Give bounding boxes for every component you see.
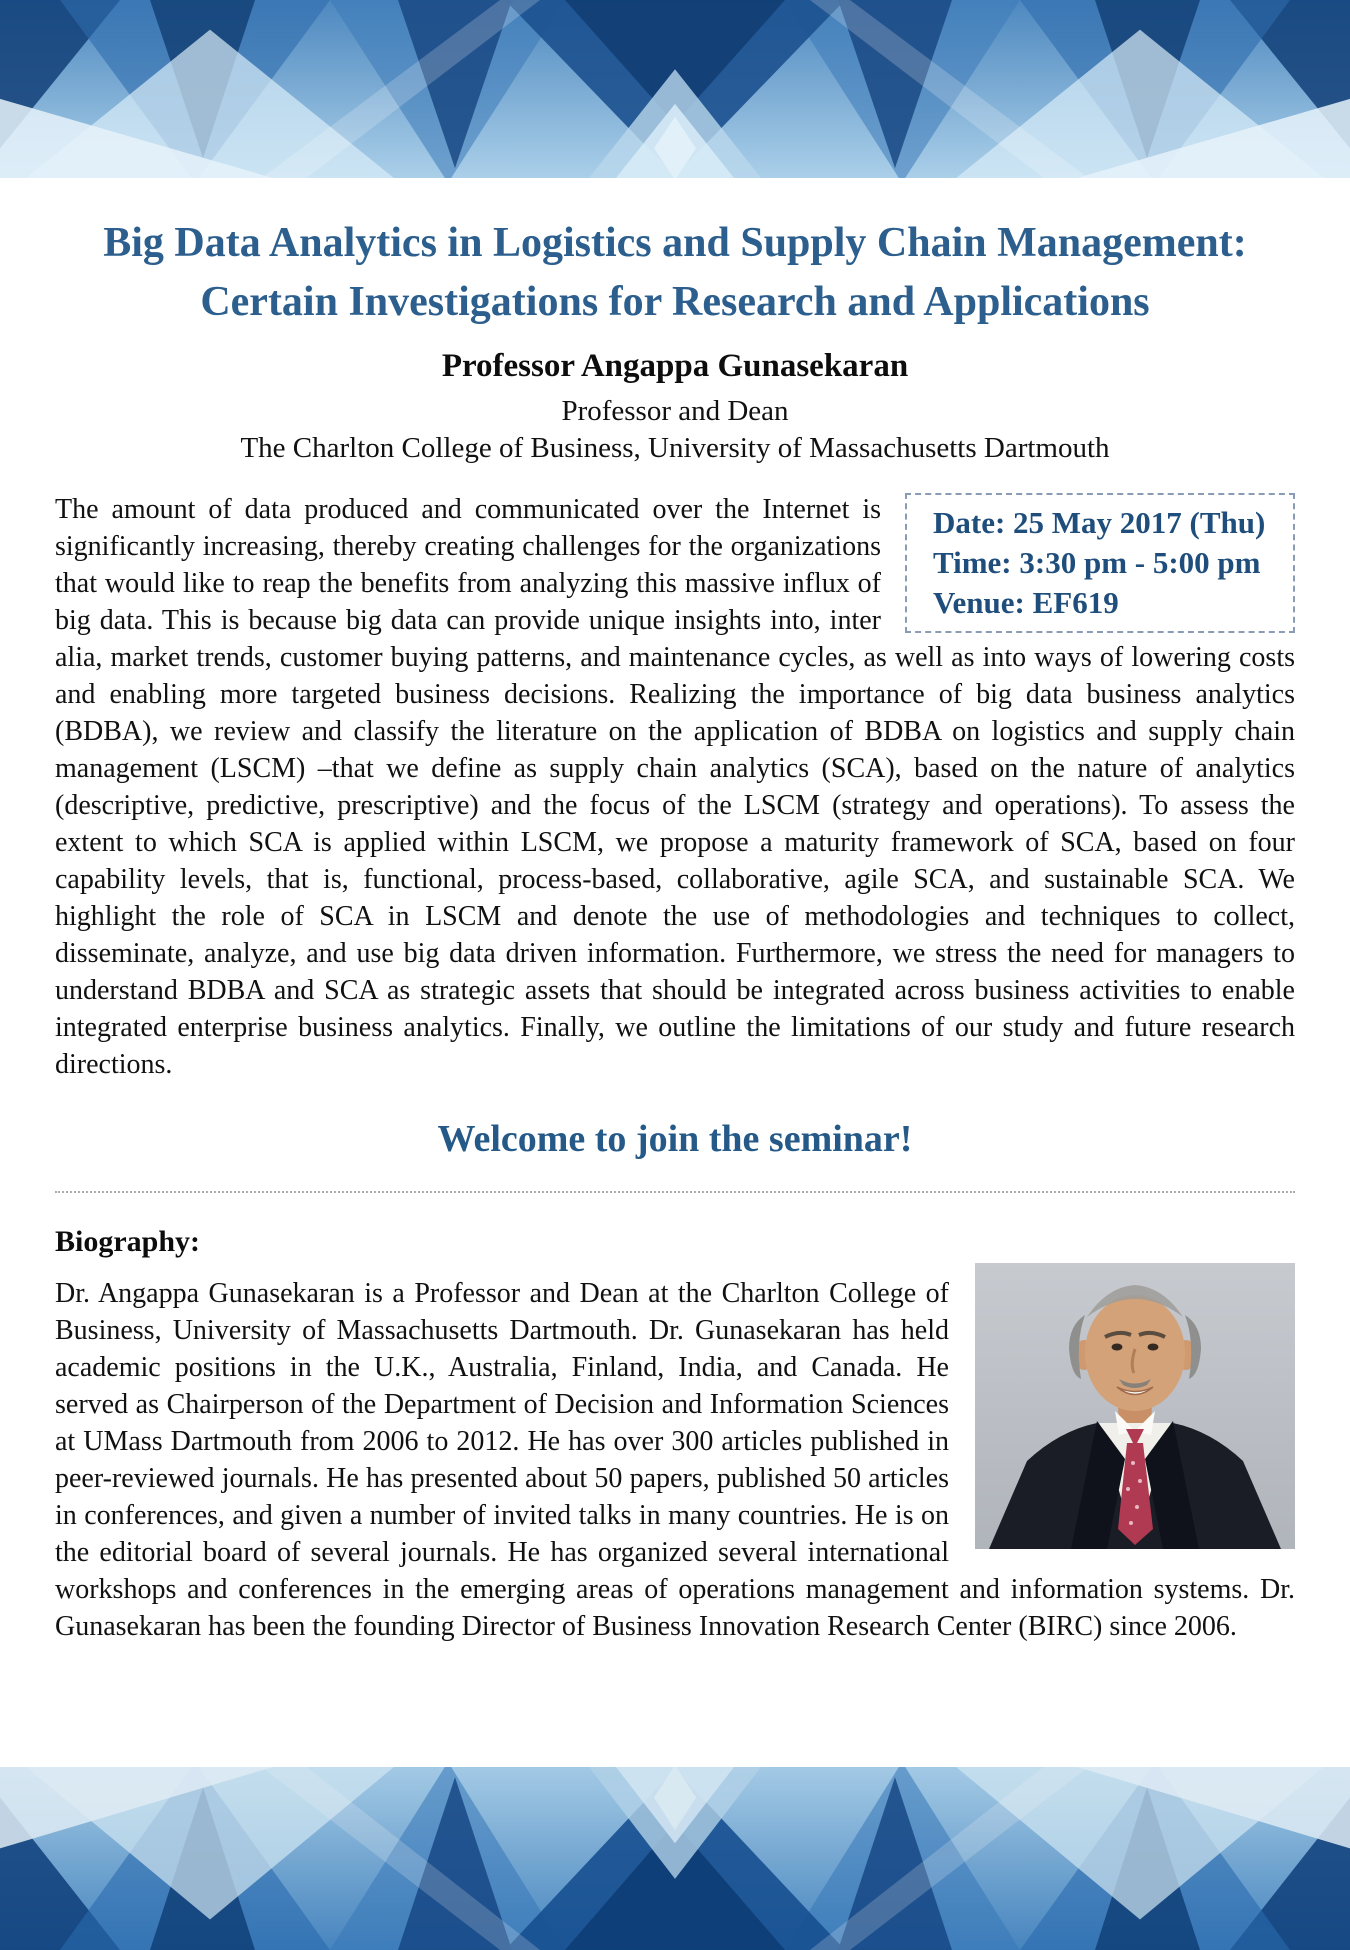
speaker-role: Professor and Dean <box>561 395 789 427</box>
event-date: Date: 25 May 2017 (Thu) <box>933 505 1266 540</box>
event-details-box <box>905 493 1295 633</box>
event-time: Time: 3:30 pm - 5:00 pm <box>933 545 1261 580</box>
speaker-photo <box>975 1263 1295 1549</box>
speaker-affiliation: The Charlton College of Business, University of Massachusetts Dartmouth <box>240 432 1110 464</box>
biography-text: Dr. Angappa Gunasekaran is a Professor and Dean at the Charlton College of Business, University of Massachusetts Dartmouth. Dr. Gunasekaran has held academic positions in the U.K., Australia, Finland, India, and Canada. He served as Chairperson of the Department of Decision and Information Sciences at UMass Dartmouth from 2006 to 2012. He has over 300 articles published in peer-reviewed journals. He has presented about 50 papers, published 50 articles in conferences, and given a number of invited talks in many countries. He is on the editorial board of several journals. He has organized several international workshops and conferences in the emerging areas of operations management and information systems. Dr. Gunasekaran has been the founding Director of Business Innovation Research Center (BIRC) since 2006. <box>55 1278 1295 1642</box>
page-title-line2: Certain Investigations for Research and Applications <box>200 279 1150 325</box>
page-title <box>55 214 1295 332</box>
bottom-banner-graphic <box>0 1767 1350 1950</box>
biography-heading: Biography: <box>55 1225 201 1258</box>
event-venue: Venue: EF619 <box>933 585 1119 620</box>
biography-section <box>55 1275 1295 1645</box>
welcome-heading: Welcome to join the seminar! <box>437 1118 913 1160</box>
top-banner-graphic <box>0 0 1350 178</box>
speaker-portrait-graphic <box>975 1263 1295 1549</box>
poster-content <box>0 178 1350 1645</box>
speaker-name: Professor Angappa Gunasekaran <box>441 348 909 384</box>
abstract-text: The amount of data produced and communicated over the Internet is significantly increasing, thereby creating challenges for the organizations that would like to reap the benefits from analyzing this massive influx of big data. This is because big data can provide unique insights into, inter alia, market trends, customer buying patterns, and maintenance cycles, as well as into ways of lowering costs and enabling more targeted business decisions. Realizing the importance of big data business analytics (BDBA), we review and classify the literature on the application of BDBA on logistics and supply chain management (LSCM) –that we define as supply chain analytics (SCA), based on the nature of analytics (descriptive, predictive, prescriptive) and the focus of the LSCM (strategy and operations). To assess the extent to which SCA is applied within LSCM, we propose a maturity framework of SCA, based on four capability levels, that is, functional, process-based, collaborative, agile SCA, and sustainable SCA. We highlight the role of SCA in LSCM and denote the use of methodologies and techniques to collect, disseminate, analyze, and use big data driven information. Furthermore, we stress the need for managers to understand BDBA and SCA as strategic assets that should be integrated across business activities to enable integrated enterprise business analytics. Finally, we outline the limitations of our study and future research directions. <box>55 494 1295 1080</box>
abstract-section <box>55 491 1295 1083</box>
page-title-line1: Big Data Analytics in Logistics and Supply Chain Management: <box>103 220 1247 266</box>
section-divider <box>55 1191 1295 1193</box>
